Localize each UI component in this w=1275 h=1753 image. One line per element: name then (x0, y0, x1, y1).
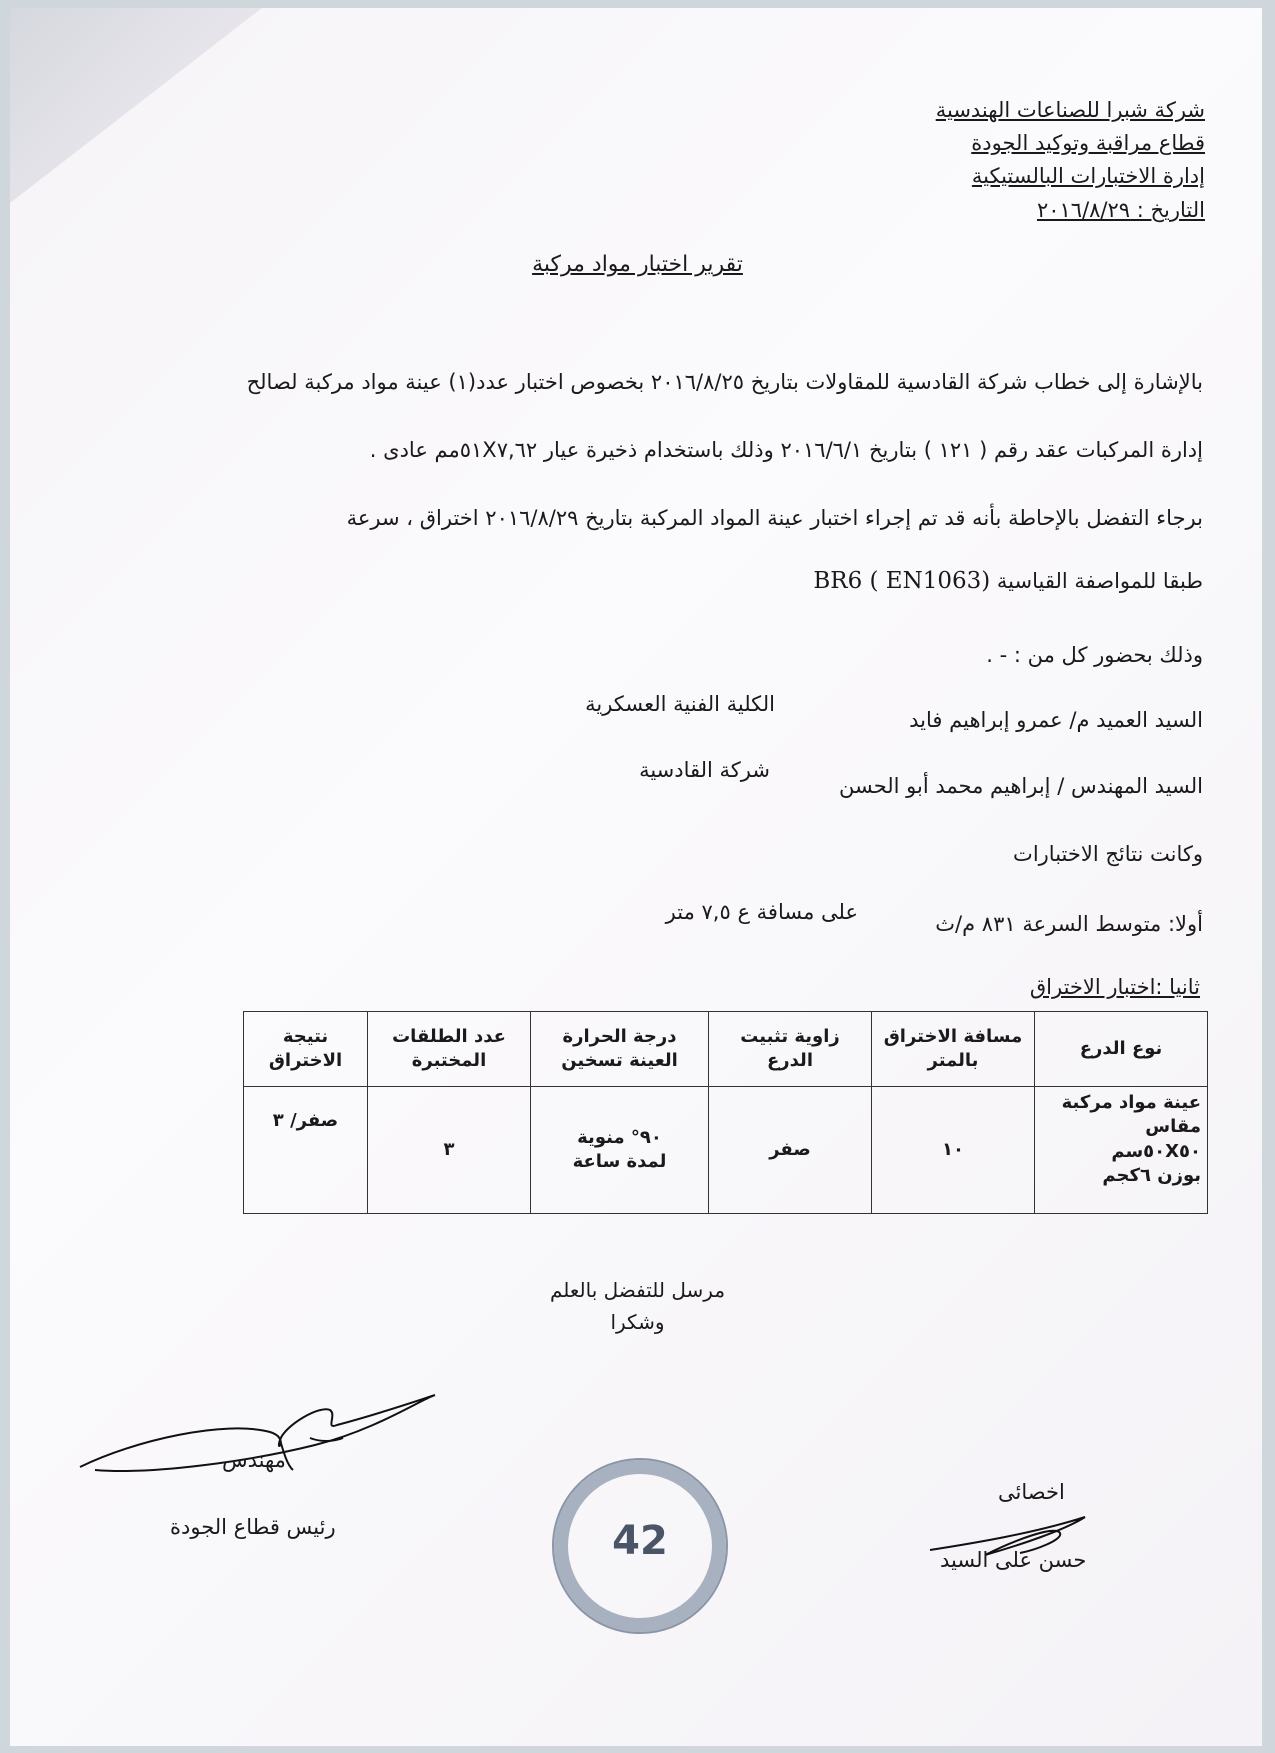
paragraph-2: إدارة المركبات عقد رقم ( ١٢١ ) بتاريخ ٢٠١٦/٦/١ وذلك باستخدام ذخيرة عيار ٥١X٧,٦٢مم عادى . (369, 438, 1203, 462)
table-header-row (244, 1012, 1208, 1087)
temp-line-2: لمدة ساعة (572, 1151, 667, 1172)
armor-line-3: ٥٠X٥٠سم (1111, 1140, 1201, 1162)
attendee-2-name: السيد المهندس / إبراهيم محمد أبو الحسن (839, 774, 1203, 798)
header-mount-angle: زاوية تثبيت الدرع (709, 1012, 872, 1087)
cell-temperature (531, 1087, 709, 1214)
header-penetration-result: نتيجة الاختراق (244, 1012, 368, 1087)
stamp-number: 42 (612, 1518, 668, 1564)
first-result-distance: على مسافة ع ٧,٥ متر (665, 900, 858, 924)
right-signer-title: اخصائى (998, 1480, 1065, 1504)
paragraph-standard (813, 568, 1203, 594)
report-date: التاريخ : ٢٠١٦/٨/٢٩ (1036, 198, 1205, 222)
cell-distance: ١٠ (872, 1087, 1035, 1214)
left-signer-role: رئيس قطاع الجودة (170, 1515, 336, 1539)
results-intro: وكانت نتائج الاختبارات (1013, 842, 1203, 866)
left-signer-title: مهندس (222, 1448, 286, 1472)
header-rounds-tested: عدد الطلقات المختبرة (368, 1012, 531, 1087)
cell-armor-type (1035, 1087, 1208, 1214)
armor-line-2: مقاس (1145, 1116, 1201, 1138)
attendee-1-org: الكلية الفنية العسكرية (585, 692, 775, 716)
results-table (243, 1011, 1208, 1214)
first-result: أولا: متوسط السرعة ٨٣١ م/ث (935, 912, 1203, 936)
report-title: تقرير اختبار مواد مركبة (532, 252, 743, 277)
sector-name: قطاع مراقبة وتوكيد الجودة (971, 131, 1205, 155)
header-penetration-distance: مسافة الاختراق بالمتر (872, 1012, 1035, 1087)
cell-angle: صفر (709, 1087, 872, 1214)
penetration-test-heading: ثانيا :اختبار الاختراق (1029, 975, 1200, 999)
armor-line-1: عينة مواد مركبة (1061, 1092, 1201, 1113)
cell-rounds: ٣ (368, 1087, 531, 1214)
armor-line-4: بوزن ٦كجم (1102, 1164, 1201, 1186)
standard-code: BR6 ( EN1063) (813, 568, 991, 594)
department-name: إدارة الاختبارات البالستيكية (971, 164, 1205, 188)
closing-line-1: مرسل للتفضل بالعلم (549, 1278, 726, 1302)
attendee-2-org: شركة القادسية (639, 758, 770, 782)
header-temperature: درجة الحرارة العينة تسخين (531, 1012, 709, 1087)
closing-line-2: وشكرا (610, 1310, 665, 1334)
header-armor-type: نوع الدرع (1035, 1012, 1208, 1087)
paragraph-3: برجاء التفضل بالإحاطة بأنه قد تم إجراء اختبار عينة المواد المركبة بتاريخ ٢٠١٦/٨/٢٩ اختراق ، سرعة (346, 506, 1203, 530)
cell-result: صفر/ ٣ (244, 1087, 368, 1214)
paragraph-1: بالإشارة إلى خطاب شركة القادسية للمقاولات بتاريخ ٢٠١٦/٨/٢٥ بخصوص اختبار عدد(١) عينة مواد مركبة لصالح (246, 370, 1203, 394)
attendance-intro: وذلك بحضور كل من : - . (986, 643, 1203, 667)
table-row (244, 1087, 1208, 1214)
attendee-1-name: السيد العميد م/ عمرو إبراهيم فايد (909, 708, 1203, 732)
company-name: شركة شبرا للصناعات الهندسية (935, 98, 1205, 122)
right-signer-name: حسن على السيد (940, 1548, 1087, 1572)
official-stamp (552, 1458, 728, 1634)
standard-label: طبقا للمواصفة القياسية (996, 569, 1203, 593)
temp-line-1: ٩٠° منوية (577, 1126, 662, 1148)
